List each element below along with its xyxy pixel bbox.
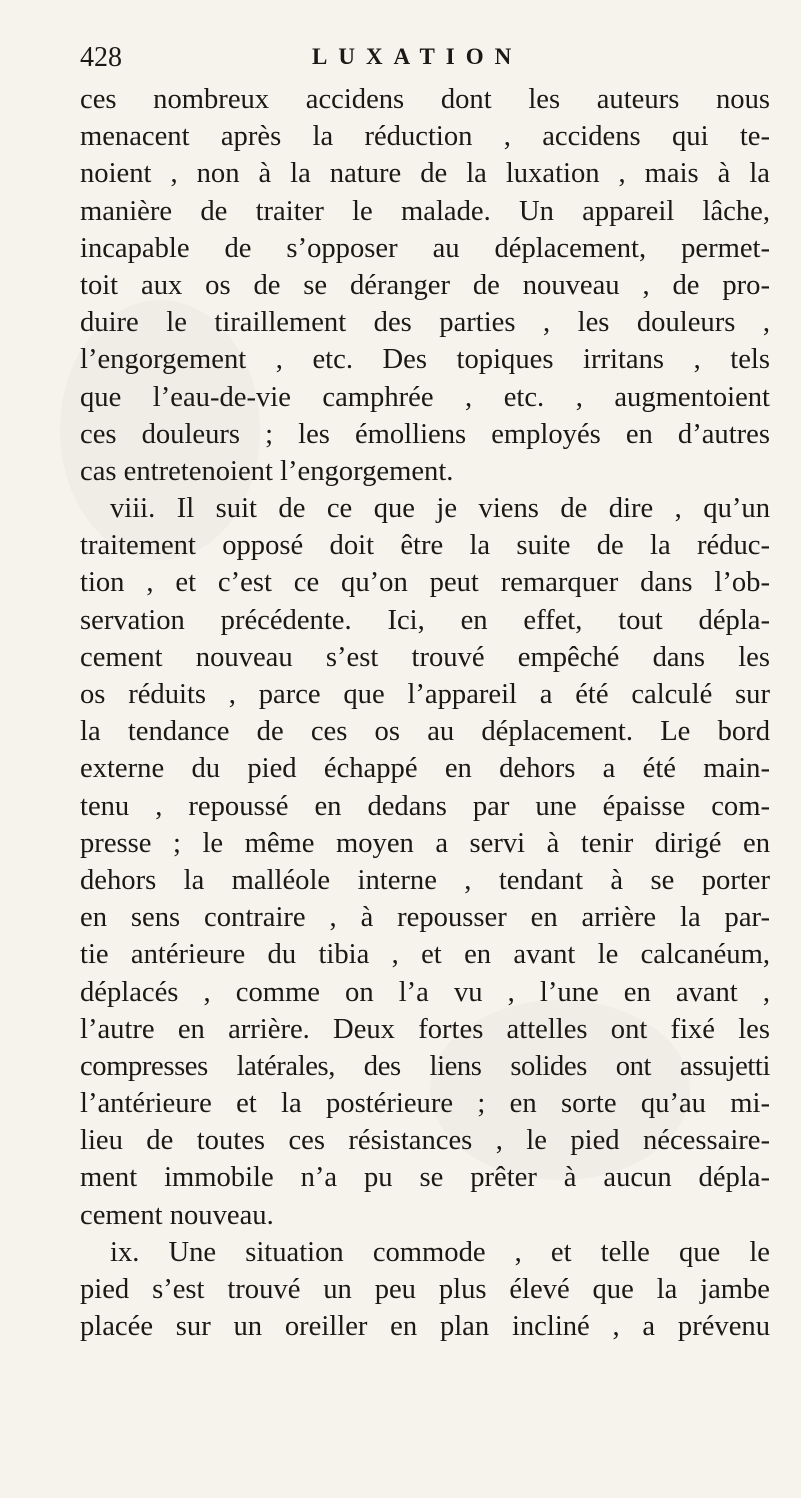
text-line: lieu de toutes ces résistances , le pied nécessaire- [80, 1125, 770, 1157]
text-line: tion , et c’est ce qu’on peut remarquer dans l’ob- [80, 567, 770, 599]
text-line: cas entretenoient l’engorgement. [80, 455, 454, 487]
text-line: placée sur un oreiller en plan incliné , a prévenu [80, 1311, 770, 1343]
text-line: os réduits , parce que l’appareil a été calculé sur [80, 679, 770, 710]
text-line: l’antérieure et la postérieure ; en sorte qu’au mi- [80, 1088, 770, 1120]
text-line: ces douleurs ; les émolliens employés en d’autres [80, 418, 770, 450]
text-line: externe du pied échappé en dehors a été main- [80, 753, 770, 785]
text-line: cement nouveau. [80, 1199, 274, 1231]
running-head: LUXATION [312, 44, 523, 69]
text-line: en sens contraire , à repousser en arrière la par- [80, 902, 770, 934]
text-line: tenu , repoussé en dedans par une épaisse com- [80, 790, 770, 822]
page-header [80, 42, 770, 82]
text-line: tie antérieure du tibia , et en avant le calcanéum, [80, 939, 770, 971]
text-line: dehors la malléole interne , tendant à se porter [80, 864, 770, 896]
text-line: noient , non à la nature de la luxation , mais à la [80, 158, 770, 190]
body-text [80, 81, 770, 1345]
text-line: traitement opposé doit être la suite de la réduc- [80, 530, 770, 562]
text-line: l’engorgement , etc. Des topiques irritans , tels [80, 344, 770, 376]
text-line: servation précédente. Ici, en effet, tout dépla- [80, 604, 770, 636]
text-line: la tendance de ces os au déplacement. Le bord [80, 716, 770, 748]
text-line: cement nouveau s’est trouvé empêché dans les [80, 641, 770, 673]
text-line: ces nombreux accidens dont les auteurs nous [80, 84, 770, 115]
text-line: incapable de s’opposer au déplacement, permet- [80, 232, 770, 264]
text-line: compresses latérales, des liens solides ont assujetti [80, 1050, 770, 1082]
text-line: menacent après la réduction , accidens qui te- [80, 121, 770, 153]
section-ix-start: ix. Une situation commode , et telle que le [110, 1236, 770, 1268]
page-number: 428 [80, 42, 122, 73]
text-line: pied s’est trouvé un peu plus élevé que la jambe [80, 1274, 770, 1305]
text-line: manière de traiter le malade. Un appareil lâche, [80, 195, 770, 227]
text-line: presse ; le même moyen a servi à tenir dirigé en [80, 827, 770, 859]
text-line: toit aux os de se déranger de nouveau , de pro- [80, 269, 770, 301]
text-line: que l’eau-de-vie camphrée , etc. , augmentoient [80, 381, 770, 413]
text-line: duire le tiraillement des parties , les douleurs , [80, 307, 770, 339]
text-line: déplacés , comme on l’a vu , l’une en avant , [80, 976, 770, 1008]
text-line: l’autre en arrière. Deux fortes attelles ont fixé les [80, 1013, 770, 1045]
section-viii-start: viii. Il suit de ce que je viens de dire , qu’un [110, 493, 770, 525]
text-line: ment immobile n’a pu se prêter à aucun dépla- [80, 1162, 770, 1194]
